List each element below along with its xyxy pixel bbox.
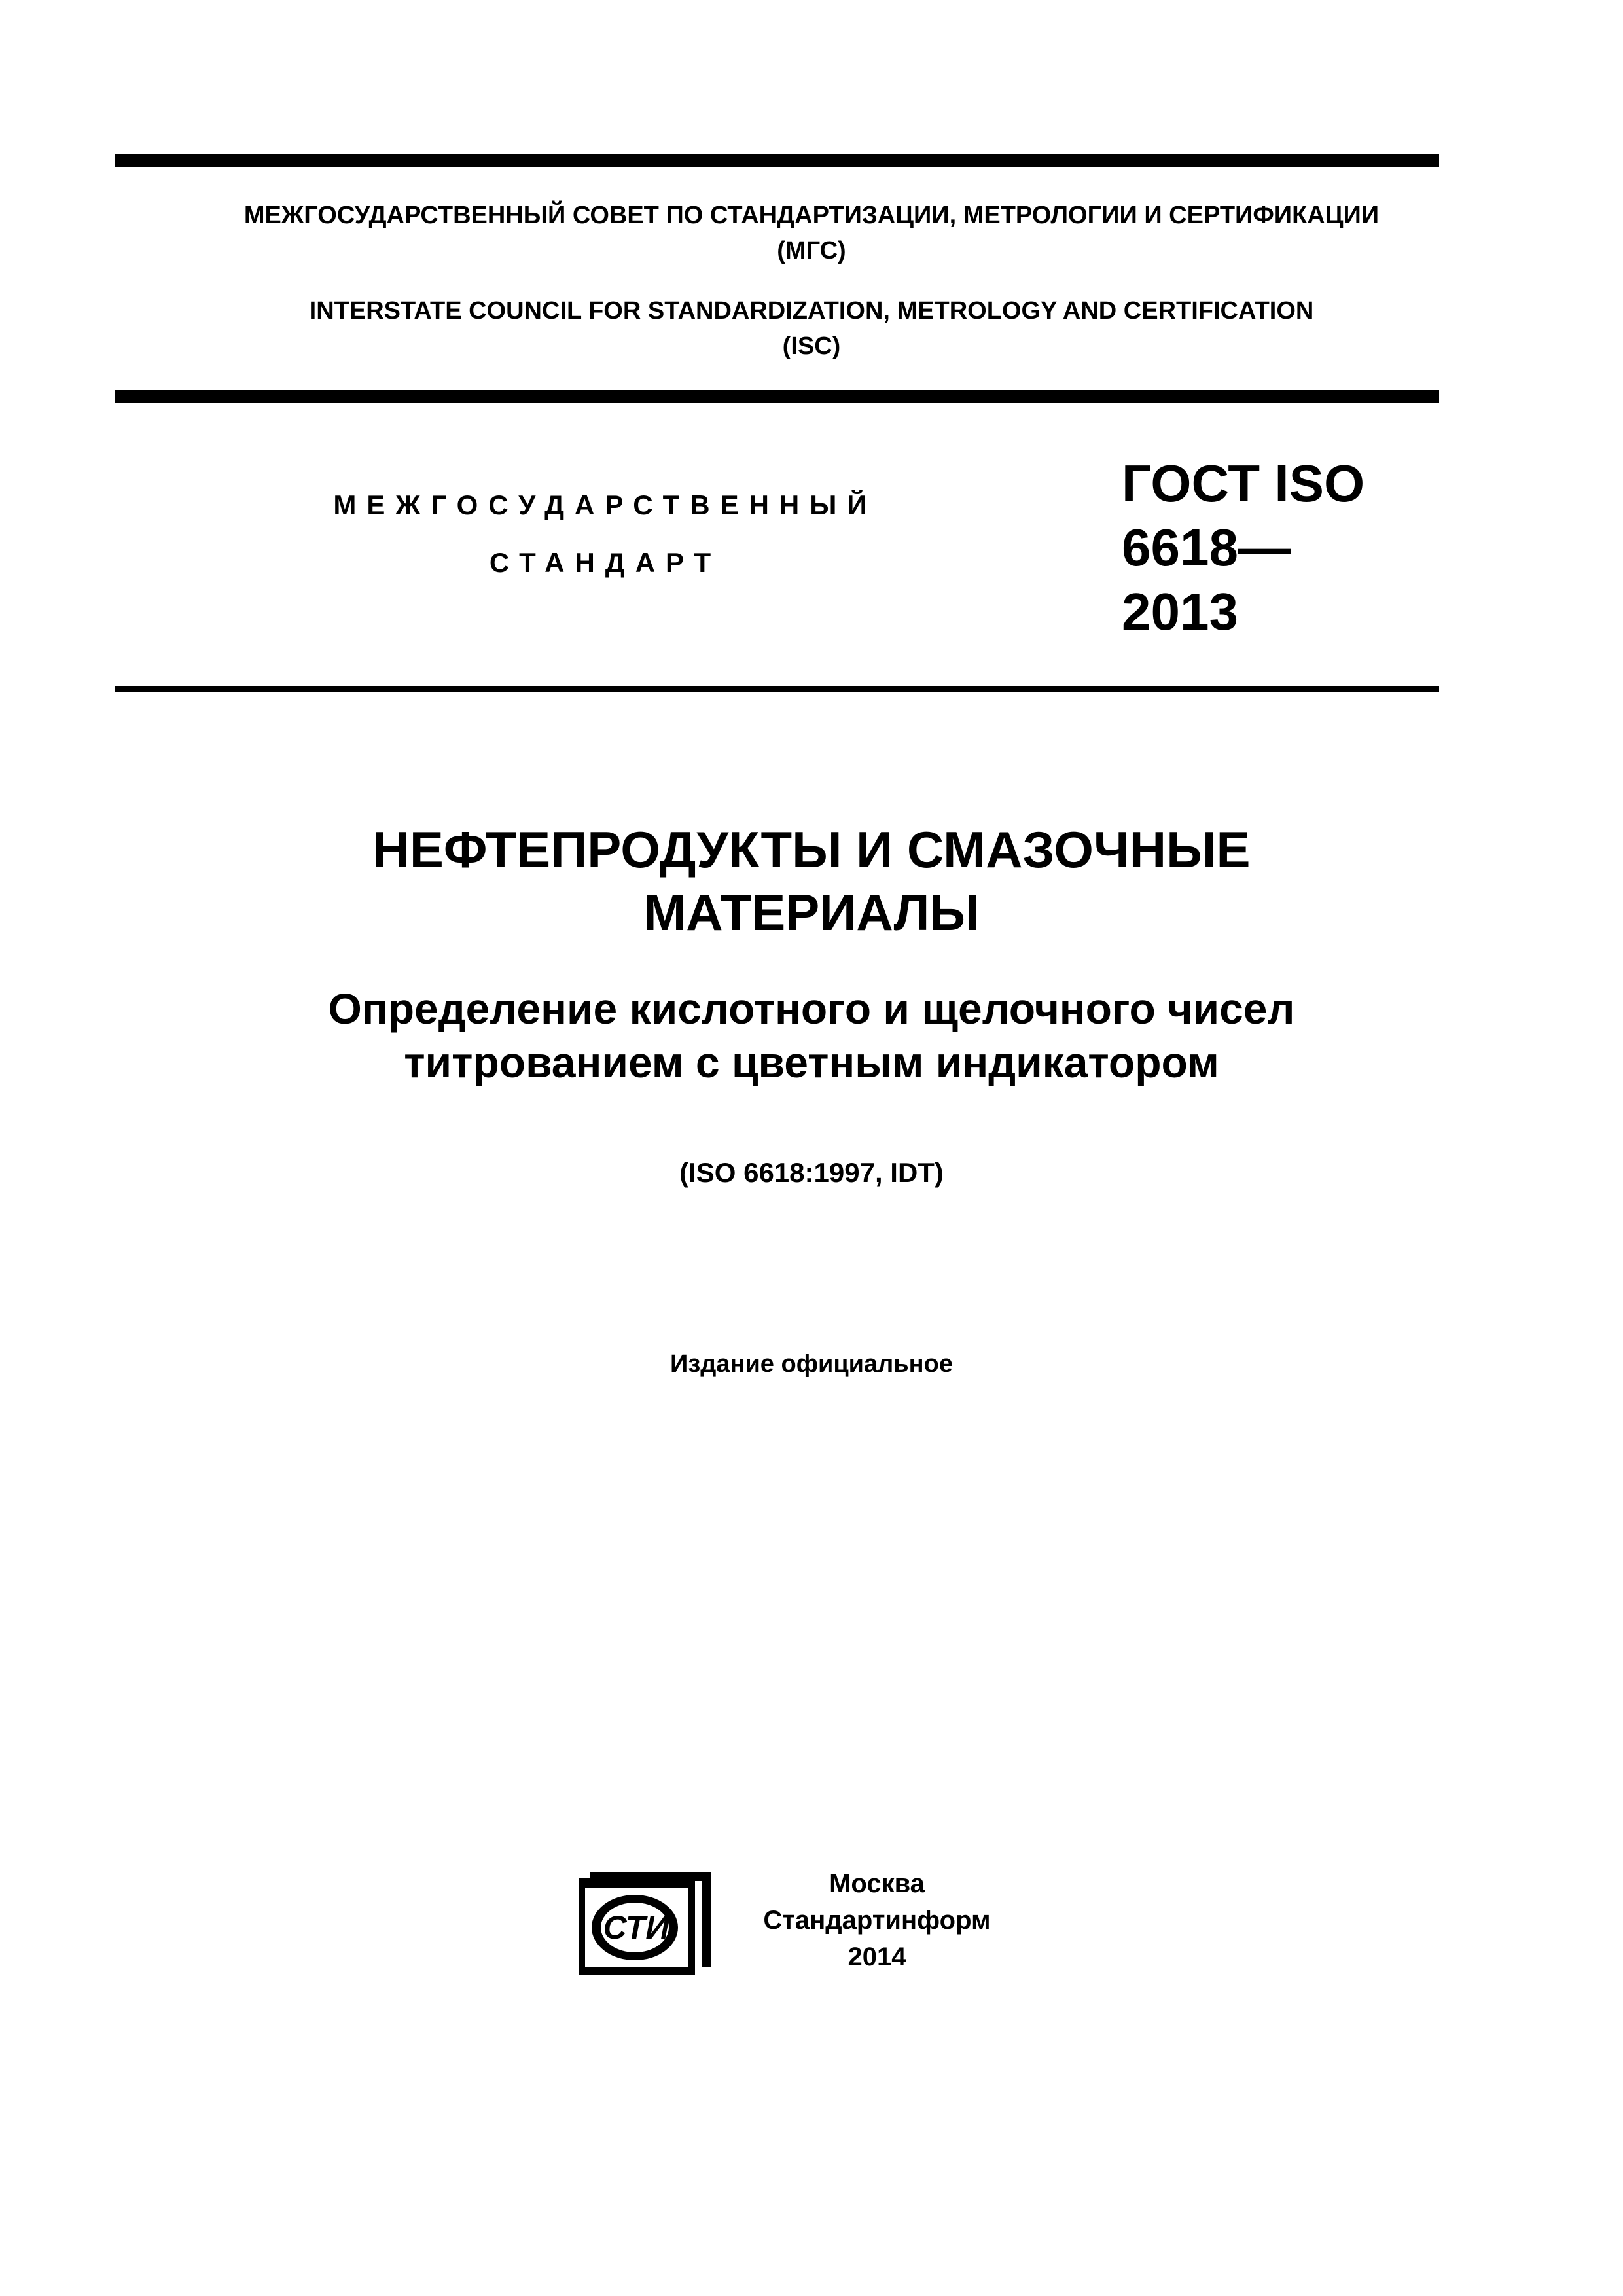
standard-type-line1: МЕЖГОСУДАРСТВЕННЫЙ <box>333 490 878 520</box>
council-ru-abbr: (МГС) <box>777 237 846 264</box>
imprint-city: Москва <box>829 1869 925 1898</box>
designation-bottom-rule <box>115 686 1439 692</box>
iso-reference: (ISO 6618:1997, IDT) <box>679 1157 944 1188</box>
imprint-year: 2014 <box>847 1943 906 1971</box>
imprint-publisher: Стандартинформ <box>763 1906 991 1935</box>
council-ru-block <box>0 198 1623 268</box>
standard-type-line2: СТАНДАРТ <box>489 547 722 578</box>
council-en-abbr: (ISC) <box>782 332 841 360</box>
gost-line2: 6618— <box>1122 518 1291 577</box>
header-bottom-rule <box>115 390 1439 403</box>
title-line1: НЕФТЕПРОДУКТЫ И СМАЗОЧНЫЕ <box>372 821 1251 878</box>
gost-line3: 2013 <box>1122 583 1238 641</box>
title-line2: МАТЕРИАЛЫ <box>643 884 980 941</box>
subtitle-line1: Определение кислотного и щелочного чисел <box>328 984 1295 1033</box>
document-subtitle <box>0 982 1623 1089</box>
logo-text: СТИ <box>603 1909 669 1946</box>
document-title <box>0 818 1623 944</box>
gost-designation <box>1122 452 1449 644</box>
council-en-block <box>0 293 1623 364</box>
top-rule <box>115 154 1439 167</box>
standartinform-logo-icon <box>576 1869 713 1978</box>
gost-line1: ГОСТ ISO <box>1122 454 1365 512</box>
council-en-name: INTERSTATE COUNCIL FOR STANDARDIZATION, METROLOGY AND CERTIFICATION <box>309 297 1314 325</box>
edition-note: Издание официальное <box>670 1350 953 1378</box>
subtitle-line2: титрованием с цветным индикатором <box>404 1038 1219 1086</box>
imprint <box>733 1865 1021 1975</box>
council-ru-name: МЕЖГОСУДАРСТВЕННЫЙ СОВЕТ ПО СТАНДАРТИЗАЦИИ, МЕТРОЛОГИИ И СЕРТИФИКАЦИИ <box>243 202 1380 229</box>
